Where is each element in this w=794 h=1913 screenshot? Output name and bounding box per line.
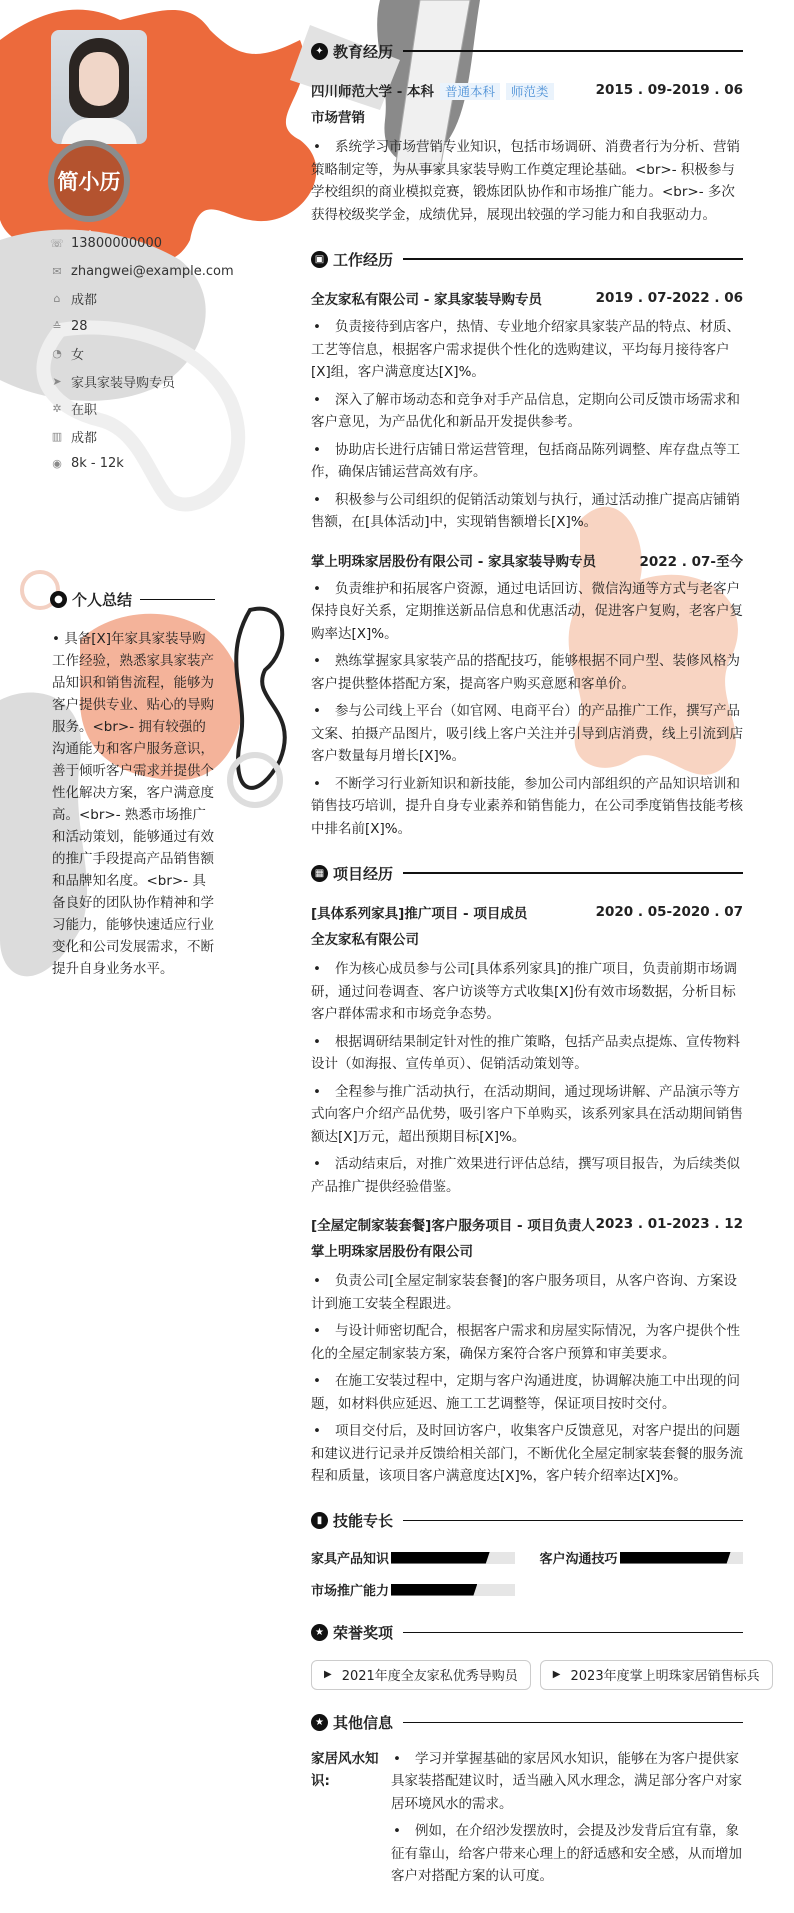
contact-work-city bbox=[50, 423, 234, 451]
company-name: 掌上明珠家居股份有限公司 bbox=[311, 1244, 473, 1260]
honor-item bbox=[540, 1660, 773, 1690]
section-title: 其他信息 bbox=[333, 1714, 394, 1732]
profile-photo bbox=[51, 30, 147, 144]
contact-city bbox=[50, 285, 234, 313]
summary-title: 个人总结 bbox=[72, 591, 133, 609]
list-item: • 负责接待到店客户，热情、专业地介绍家具家装产品的特点、材质、工艺等信息，根据客户需求提供个性化的选购建议，平均每月接待客户[X]组，客户满意度达[X]%。 bbox=[311, 316, 743, 384]
list-item: • 作为核心成员参与公司[具体系列家具]的推广项目，负责前期市场调研，通过问卷调查、客户访谈等方式收集[X]份有效市场数据，分析目标客户群体需求和市场竞争态势。 bbox=[311, 958, 743, 1026]
entry-title: [全屋定制家装套餐]客户服务项目 - 项目负责人 bbox=[311, 1218, 595, 1234]
triangle-icon: ▶ bbox=[552, 1669, 561, 1680]
contact-status bbox=[50, 395, 234, 423]
skill-name: 市场推广能力 bbox=[311, 1584, 390, 1599]
entry-date: 2020 . 05-2020 . 07 bbox=[595, 904, 743, 920]
contact-age bbox=[50, 313, 234, 341]
contact-text: 28 bbox=[71, 318, 88, 334]
section-heading bbox=[311, 38, 743, 64]
building-icon: ▥ bbox=[51, 429, 63, 443]
send-icon: ➤ bbox=[52, 374, 62, 388]
major: 市场营销 bbox=[311, 110, 365, 126]
summary-text: • 具备[X]年家具家装导购工作经验，熟悉家具家装产品知识和销售流程，能够为客户提供专业、贴心的导购服务。<br>- 拥有较强的沟通能力和客户服务意识，善于倾听客户需求并提供个性化解决方案，客户满意度高。<br>- 熟悉市场推广和活动策划，能够通过有效的推广手段提高产品销售额和品牌知名度。<br>- 具备良好的团队协作精神和学习能力，能够快速适应行业变化和公司发展需求，不断提升自身业务水平。 bbox=[52, 631, 214, 977]
contact-list bbox=[50, 230, 234, 478]
contact-salary bbox=[50, 450, 234, 478]
entry-header bbox=[311, 1212, 743, 1236]
honor-item bbox=[311, 1660, 531, 1690]
section-heading bbox=[311, 1710, 743, 1736]
list-item: • 深入了解市场动态和竞争对手产品信息，定期向公司反馈市场需求和客户意见，为产品优化和新品开发提供参考。 bbox=[311, 389, 743, 434]
contact-text: zhangwei@example.com bbox=[71, 263, 234, 279]
skill-bar-fill bbox=[391, 1552, 490, 1564]
contact-text: 成都 bbox=[71, 430, 98, 446]
entry-title: 掌上明珠家居股份有限公司 - 家具家装导购专员 bbox=[311, 553, 597, 570]
status-icon: ✲ bbox=[52, 402, 62, 416]
entry-date: 2019 . 07-2022 . 06 bbox=[595, 290, 743, 306]
honor-text: 2021年度全友家私优秀导购员 bbox=[341, 1669, 518, 1684]
entry-date: 2015 . 09-2019 . 06 bbox=[595, 82, 743, 98]
work-entry bbox=[311, 548, 743, 841]
graduation-cap-icon: ✦ bbox=[311, 43, 328, 60]
home-icon: ⌂ bbox=[53, 292, 61, 306]
divider bbox=[403, 50, 743, 52]
skill-item bbox=[540, 1548, 744, 1568]
divider bbox=[403, 258, 743, 260]
contact-text: 成都 bbox=[71, 293, 98, 309]
briefcase-icon: ▣ bbox=[311, 251, 328, 268]
skill-bar-fill bbox=[391, 1584, 477, 1596]
entry-header bbox=[311, 900, 743, 924]
skill-bar bbox=[391, 1552, 515, 1564]
award-icon: ★ bbox=[311, 1624, 328, 1641]
entry-title bbox=[311, 80, 554, 100]
user-icon: ● bbox=[50, 591, 67, 608]
projects-entry bbox=[311, 900, 743, 1198]
list-item: • 不断学习行业新知识和新技能，参加公司内部组织的产品知识培训和销售技巧培训，提升自身专业素养和销售能力，在公司季度销售技能考核中排名前[X]%。 bbox=[311, 773, 743, 841]
contact-gender bbox=[50, 340, 234, 368]
list-item: • 熟练掌握家具家装产品的搭配技巧，能够根据不同户型、装修风格为客户提供整体搭配方案，提高客户购买意愿和客单价。 bbox=[311, 650, 743, 695]
chart-icon: ▮ bbox=[311, 1512, 328, 1529]
age-icon: ≙ bbox=[52, 319, 62, 333]
skill-bar-fill bbox=[620, 1552, 731, 1564]
skills-section bbox=[311, 1508, 743, 1600]
honor-text: 2023年度掌上明珠家居销售标兵 bbox=[570, 1669, 760, 1684]
contact-text: 家具家装导购专员 bbox=[71, 375, 176, 391]
company-name: 全友家私有限公司 bbox=[311, 932, 419, 948]
divider bbox=[403, 1632, 743, 1634]
name-badge: 简小历 bbox=[48, 140, 130, 222]
contact-position bbox=[50, 368, 234, 396]
skill-name: 客户沟通技巧 bbox=[539, 1552, 618, 1567]
list-item: • 参与公司线上平台（如官网、电商平台）的产品推广工作，撰写产品文案、拍摄产品图片，吸引线上客户关注并引导到店消费，线上引流到店客户数量每月增长[X]%。 bbox=[311, 700, 743, 768]
list-item: • 积极参与公司组织的促销活动策划与执行，通过活动推广提高店铺销售额，在[具体活动]中，实现销售额增长[X]%。 bbox=[311, 489, 743, 534]
list-item: • 与设计师密切配合，根据客户需求和房屋实际情况，为客户提供个性化的全屋定制家装方案，确保方案符合客户预算和审美要求。 bbox=[311, 1320, 743, 1365]
list-item: • 在施工安装过程中，定期与客户沟通进度，协调解决施工中出现的问题，如材料供应延迟、施工工艺调整等，保证项目按时交付。 bbox=[311, 1370, 743, 1415]
education-entry bbox=[311, 78, 743, 226]
entry-date: 2022 . 07-至今 bbox=[639, 553, 743, 570]
list-item: • 负责维护和拓展客户资源，通过电话回访、微信沟通等方式与老客户保持良好关系，定期推送新品信息和优惠活动，促进客户复购，老客户复购率达[X]%。 bbox=[311, 578, 743, 646]
projects-section bbox=[311, 860, 743, 1488]
entry-date: 2023 . 01-2023 . 12 bbox=[595, 1216, 743, 1232]
projects-entry bbox=[311, 1212, 743, 1488]
list-item: • 例如，在介绍沙发摆放时，会提及沙发背后宜有靠，象征有靠山，给客户带来心理上的舒适感和安全感，从而增加客户对搭配方案的认可度。 bbox=[391, 1820, 743, 1888]
list-item: • 根据调研结果制定针对性的推广策略，包括产品卖点提炼、宣传物料设计（如海报、宣传单页）、促销活动策划等。 bbox=[311, 1031, 743, 1076]
mail-icon: ✉ bbox=[52, 264, 62, 278]
contact-email bbox=[50, 258, 234, 286]
skill-item bbox=[311, 1548, 515, 1568]
main-content bbox=[311, 38, 760, 1913]
list-item: • 系统学习市场营销专业知识，包括市场调研、消费者行为分析、营销策略制定等，为从事家具家装导购工作奠定理论基础。<br>- 积极参与学校组织的商业模拟竞赛，锻炼团队协作和市场推广能力。<br>- 多次获得校级奖学金，成绩优异，展现出较强的学习能力和自我驱动力。 bbox=[311, 136, 743, 226]
list-item: • 项目交付后，及时回访客户，收集客户反馈意见，对客户提出的问题和建议进行记录并反馈给相关部门，不断优化全屋定制家装套餐的服务流程和质量，该项目客户满意度达[X]%，客户转介绍率达[X]%。 bbox=[311, 1420, 743, 1488]
list-item: • 学习并掌握基础的家居风水知识，能够在为客户提供家具家装搭配建议时，适当融入风水理念，满足部分客户对家居环境风水的需求。 bbox=[391, 1748, 743, 1816]
work-entry bbox=[311, 286, 743, 534]
contact-text: 女 bbox=[71, 348, 85, 364]
section-heading bbox=[311, 246, 743, 272]
summary-heading bbox=[50, 589, 215, 610]
contact-phone bbox=[50, 230, 234, 258]
section-title: 荣誉奖项 bbox=[333, 1624, 394, 1642]
contact-text: 在职 bbox=[71, 403, 98, 419]
section-heading bbox=[311, 1620, 743, 1646]
skill-list bbox=[311, 1548, 743, 1600]
skill-item bbox=[311, 1580, 515, 1600]
list-item: • 负责公司[全屋定制家装套餐]的客户服务项目，从客户咨询、方案设计到施工安装全程跟进。 bbox=[311, 1270, 743, 1315]
skill-name: 家具产品知识 bbox=[311, 1552, 390, 1567]
list-item: • 活动结束后，对推广效果进行评估总结，撰写项目报告，为后续类似产品推广提供经验借鉴。 bbox=[311, 1153, 743, 1198]
section-title: 项目经历 bbox=[333, 864, 394, 883]
list-item: • 协助店长进行店铺日常运营管理，包括商品陈列调整、库存盘点等工作，确保店铺运营高效有序。 bbox=[311, 439, 743, 484]
divider bbox=[403, 1520, 743, 1522]
divider bbox=[403, 1722, 743, 1724]
section-title: 技能专长 bbox=[333, 1512, 394, 1530]
entry-header bbox=[311, 78, 743, 102]
divider bbox=[403, 872, 743, 874]
contact-text: 13800000000 bbox=[71, 236, 162, 252]
section-title: 工作经历 bbox=[333, 250, 394, 269]
work-section bbox=[311, 246, 743, 840]
section-title: 教育经历 bbox=[333, 42, 394, 61]
grid-icon: ▦ bbox=[311, 865, 328, 882]
skill-bar bbox=[620, 1552, 744, 1564]
other-info bbox=[311, 1748, 743, 1893]
contact-text: 8k - 12k bbox=[71, 456, 124, 472]
honor-list bbox=[311, 1660, 760, 1690]
school-name: 四川师范大学 - 本科 bbox=[311, 84, 435, 100]
entry-header bbox=[311, 548, 743, 572]
triangle-icon: ▶ bbox=[324, 1669, 332, 1680]
info-icon: ★ bbox=[311, 1714, 328, 1731]
phone-icon: ☏ bbox=[50, 237, 64, 251]
education-section bbox=[311, 38, 743, 226]
divider bbox=[140, 599, 215, 601]
entry-title: 全友家私有限公司 - 家具家装导购专员 bbox=[311, 292, 543, 308]
other-section bbox=[311, 1710, 743, 1893]
section-heading bbox=[311, 860, 743, 886]
entry-title: [具体系列家具]推广项目 - 项目成员 bbox=[311, 906, 528, 922]
section-heading bbox=[311, 1508, 743, 1534]
salary-icon: ◉ bbox=[52, 457, 62, 471]
skill-bar bbox=[391, 1584, 515, 1596]
list-item: • 全程参与推广活动执行，在活动期间，通过现场讲解、产品演示等方式向客户介绍产品优势，吸引客户下单购买，该系列家具在活动期间销售额达[X]万元，超出预期目标[X]%。 bbox=[311, 1081, 743, 1149]
honors-section bbox=[311, 1620, 760, 1690]
tag: 普通本科 bbox=[440, 83, 500, 100]
other-label: 家居风水知识: bbox=[311, 1750, 379, 1789]
entry-header bbox=[311, 286, 743, 310]
tag: 师范类 bbox=[506, 83, 554, 100]
gender-icon: ◔ bbox=[52, 347, 62, 361]
